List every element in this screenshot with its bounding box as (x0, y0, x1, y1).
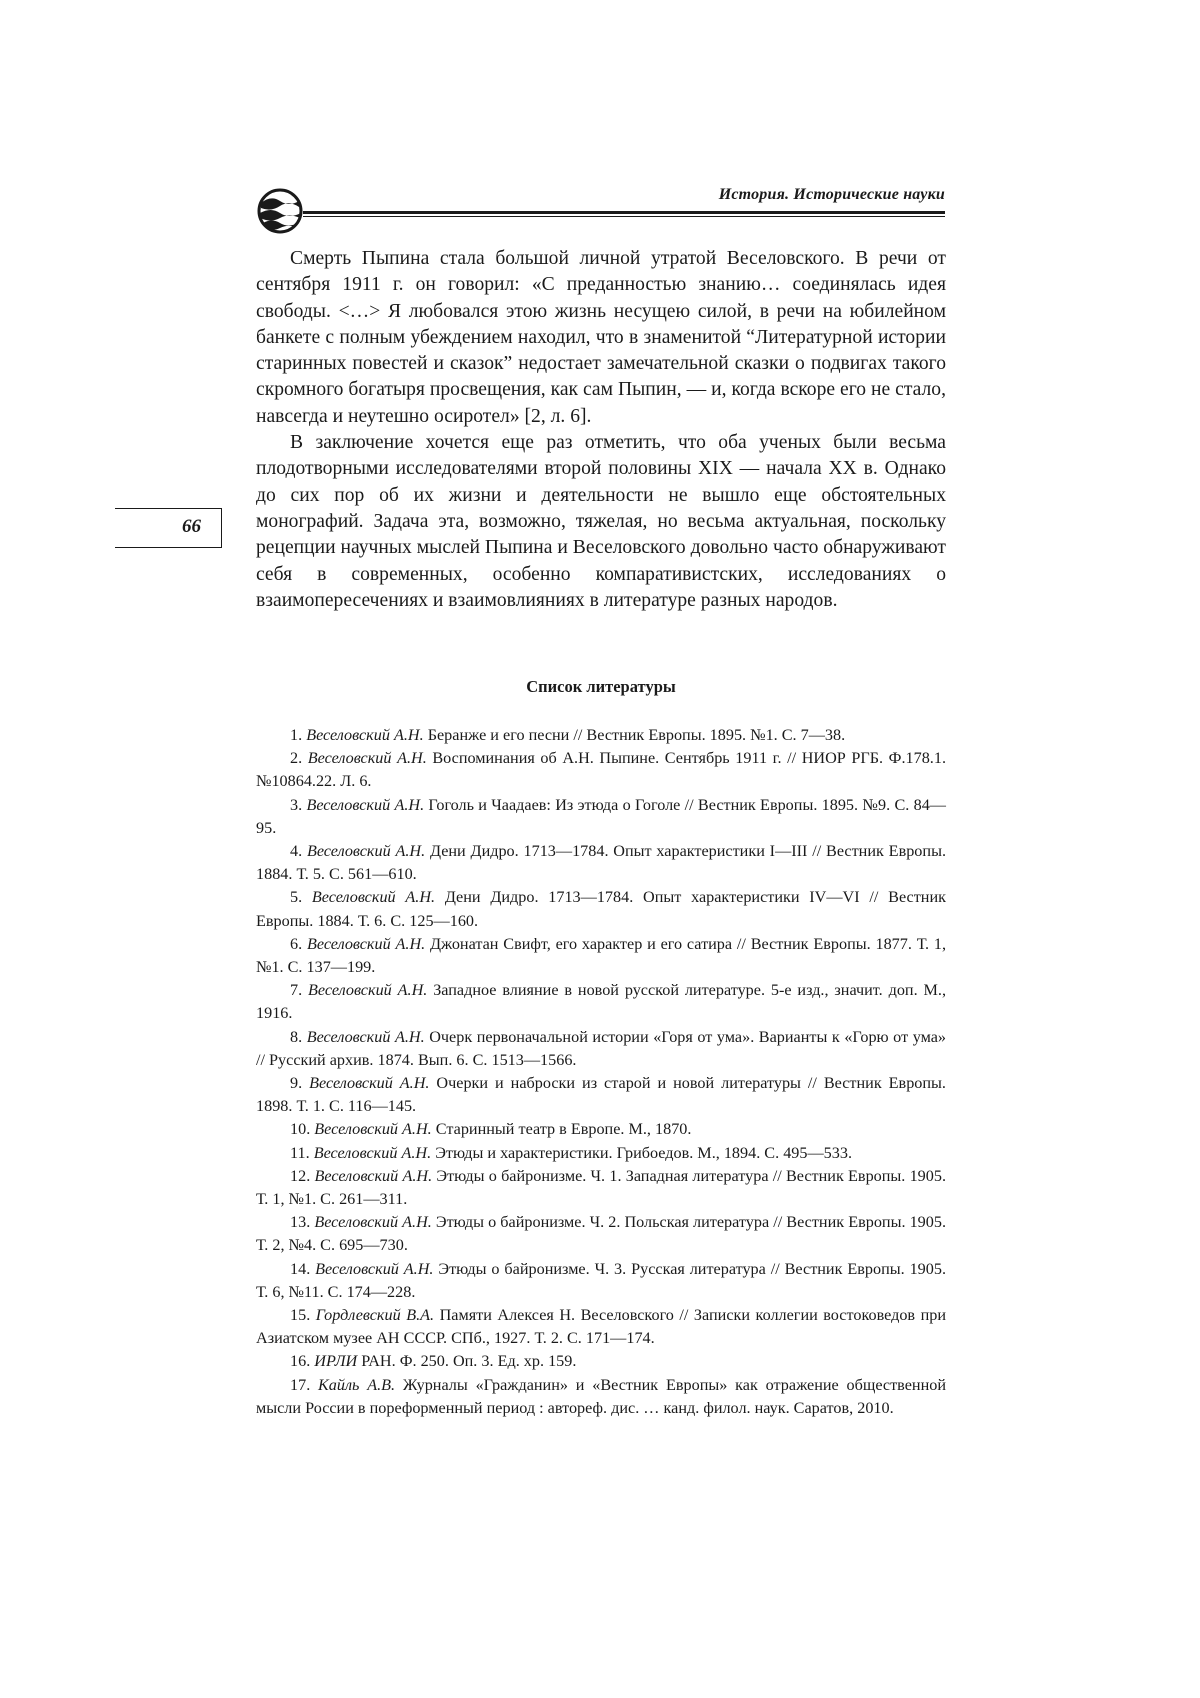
reference-text: Гоголь и Чаадаев: Из этюда о Гоголе // Вестник Европы. 1895. №9. С. 84—95. (256, 795, 946, 837)
header-rule-thick (303, 211, 945, 214)
reference-author: Кайль А.В. (318, 1375, 396, 1394)
reference-number: 10. (290, 1120, 315, 1139)
reference-text: Этюды о байронизме. Ч. 3. Русская литература // Вестник Европы. 1905. Т. 6, №11. С. 174—228. (256, 1259, 947, 1301)
reference-author: Веселовский А.Н. (313, 1143, 432, 1162)
reference-author: Веселовский А.Н. (308, 981, 428, 1000)
reference-author: Веселовский А.Н. (306, 934, 426, 953)
reference-text: Памяти Алексея Н. Веселовского // Записки коллегии востоковедов при Азиатском музее АН СССР. СПб., 1927. Т. 2. С. 171—174. (256, 1306, 946, 1348)
reference-item (256, 1211, 946, 1257)
reference-text: Очерк первоначальной истории «Горя от ума». Варианты к «Горю от ума» // Русский архив. 1874. Вып. 6. С. 1513—1566. (256, 1027, 946, 1069)
page-number: 66 (182, 516, 201, 537)
paragraph: Смерть Пыпина стала большой личной утратой Веселовского. В речи от сентября 1911 г. он говорил: «С преданностью знанию… соединялась идея свободы. <…> Я любовался этою жизнь несущею силой, в речи на юбилейном банкете с полным убеждением находил, что в знаменитой “Литературной истории старинных повестей и сказок” недостает замечательной сказки о подвигах такого скромного богатыря просвещения, как сам Пыпин, — и, когда вскоре его не стало, навсегда и неутешно осиротел» [2, л. 6]. (256, 248, 946, 427)
reference-text: Этюды о байронизме. Ч. 2. Польская литература // Вестник Европы. 1905. Т. 2, №4. С. 695—730. (256, 1213, 947, 1255)
reference-number: 13. (290, 1213, 315, 1232)
reference-author: Веселовский А.Н. (306, 1027, 425, 1046)
reference-item (256, 1118, 946, 1141)
reference-author: Веселовский А.Н. (314, 1213, 432, 1232)
reference-text: Этюды о байронизме. Ч. 1. Западная литература // Вестник Европы. 1905. Т. 1, №1. С. 261—311. (256, 1166, 947, 1209)
body-text (256, 246, 946, 614)
reference-text: РАН. Ф. 250. Оп. 3. Ед. хр. 159. (357, 1352, 577, 1371)
reference-number: 16. (290, 1352, 315, 1371)
reference-author: Веселовский А.Н. (309, 1074, 430, 1093)
running-header (255, 186, 945, 238)
reference-text: Старинный театр в Европе. М., 1870. (431, 1120, 692, 1139)
reference-author: Веселовский А.Н. (307, 749, 427, 768)
reference-author: Гордлевский В.А. (315, 1306, 435, 1325)
reference-number: 1. (290, 726, 307, 744)
reference-item (256, 1304, 946, 1350)
reference-author: Веселовский А.Н. (306, 795, 425, 814)
reference-text: Дени Дидро. 1713—1784. Опыт характеристики I—III // Вестник Европы. 1884. Т. 5. С. 561—610. (256, 842, 946, 884)
reference-item (256, 747, 946, 793)
reference-number: 5. (290, 888, 312, 907)
reference-item (256, 1026, 946, 1072)
reference-number: 15. (290, 1306, 316, 1325)
references-list (256, 724, 946, 1420)
reference-item (256, 933, 946, 979)
reference-item (256, 1072, 946, 1118)
reference-number: 9. (290, 1074, 310, 1093)
reference-author: Веселовский А.Н. (311, 888, 436, 907)
reference-author: ИРЛИ (314, 1352, 358, 1371)
reference-item (256, 1258, 946, 1304)
reference-item (256, 1350, 946, 1373)
reference-item (256, 1165, 946, 1211)
reference-number: 8. (290, 1027, 307, 1046)
reference-text: Западное влияние в новой русской литературе. 5-е изд., значит. доп. М., 1916. (256, 981, 946, 1023)
reference-author: Веселовский А.Н. (306, 842, 426, 861)
reference-number: 7. (290, 981, 309, 1000)
references-heading: Список литературы (526, 677, 676, 696)
reference-number: 14. (290, 1259, 316, 1278)
reference-author: Веселовский А.Н. (315, 1259, 434, 1278)
reference-item (256, 1142, 946, 1165)
reference-number: 2. (290, 749, 308, 768)
reference-item (256, 886, 946, 932)
reference-author: Веселовский А.Н. (314, 1166, 433, 1185)
reference-number: 11. (290, 1143, 314, 1162)
reference-item (256, 840, 946, 886)
reference-number: 3. (290, 795, 307, 814)
reference-item (256, 1374, 946, 1420)
reference-number: 4. (290, 842, 307, 861)
reference-text: Дени Дидро. 1713—1784. Опыт характеристики IV—VI // Вестник Европы. 1884. Т. 6. С. 125—160. (256, 888, 946, 930)
reference-number: 12. (290, 1166, 315, 1185)
section-title: История. Исторические науки (718, 186, 945, 203)
reference-text: Очерки и наброски из старой и новой литературы // Вестник Европы. 1898. Т. 1. С. 116—145. (256, 1074, 946, 1116)
reference-number: 6. (290, 934, 307, 953)
reference-text: Беранже и его песни // Вестник Европы. 1895. №1. С. 7—38. (423, 726, 846, 744)
header-rule-thin (303, 216, 945, 217)
page-number-box (115, 508, 222, 548)
reference-author: Веселовский А.Н. (306, 726, 424, 744)
reference-author: Веселовский А.Н. (314, 1120, 432, 1139)
reference-item (256, 979, 946, 1025)
reference-text: Этюды и характеристики. Грибоедов. М., 1894. С. 495—533. (431, 1143, 852, 1162)
reference-text: Джонатан Свифт, его характер и его сатира // Вестник Европы. 1877. Т. 1, №1. С. 137—199. (256, 934, 947, 977)
reference-text: Воспоминания об А.Н. Пыпине. Сентябрь 1911 г. // НИОР РГБ. Ф.178.1. №10864.22. Л. 6. (256, 749, 946, 791)
reference-item (256, 724, 946, 747)
reference-item (256, 794, 946, 840)
wave-sphere-icon (255, 186, 305, 236)
paragraph: В заключение хочется еще раз отметить, что оба ученых были весьма плодотворными исследователями второй половины XIX — начала XX в. Однако до сих пор об их жизни и деятельности не вышло еще обстоятельных монографий. Задача эта, возможно, тяжелая, но весьма актуальная, поскольку рецепции научных мыслей Пыпина и Веселовского довольно часто обнаруживают себя в современных, особенно компаративистских, исследованиях о взаимопересечениях и взаимовлияниях в литературе разных народов. (256, 432, 946, 611)
reference-text: Журналы «Гражданин» и «Вестник Европы» как отражение общественной мысли России в пореформенный период : автореф. дис. … канд. филол. наук. Саратов, 2010. (256, 1375, 946, 1417)
reference-number: 17. (290, 1375, 319, 1394)
